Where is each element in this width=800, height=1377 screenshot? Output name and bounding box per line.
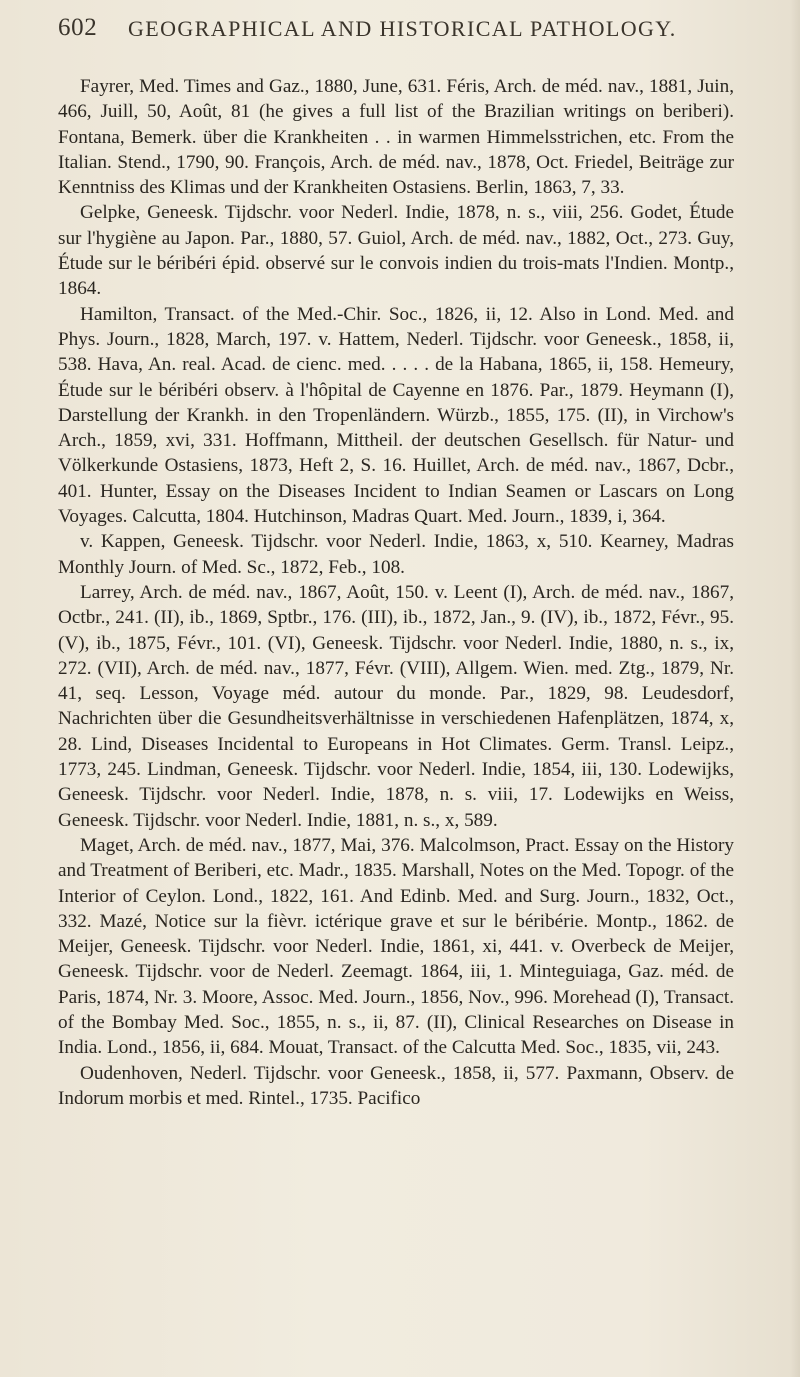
bibliography-paragraph-f: Fayrer, Med. Times and Gaz., 1880, June, 631. Féris, Arch. de méd. nav., 1881, Juin, 466, Juill, 50, Août, 81 (he gives a full list of the Brazilian writings on beriberi). Fontana, Bemerk. über die Krankheiten . . in warmen Himmelsstrichen, etc. From the Italian. Stend., 1790, 90. François, Arch. de méd. nav., 1878, Oct. Friedel, Beiträge zur Kenntniss des Klimas und der Krankheiten Ostasiens. Berlin, 1863, 7, 33. bbox=[58, 76, 734, 199]
running-title: GEOGRAPHICAL AND HISTORICAL PATHOLOGY. bbox=[128, 16, 677, 41]
page-edge-shadow bbox=[790, 0, 800, 1377]
bibliography-paragraph-k: v. Kappen, Geneesk. Tijdschr. voor Nederl. Indie, 1863, x, 510. Kearney, Madras Monthly Journ. of Med. Sc., 1872, Feb., 108. bbox=[58, 531, 734, 578]
bibliography-paragraph-o-p: Oudenhoven, Nederl. Tijdschr. voor Geneesk., 1858, ii, 577. Paxmann, Observ. de Indorum morbis et med. Rintel., 1735. Pacifico bbox=[58, 1062, 734, 1109]
bibliography-paragraph-h: Hamilton, Transact. of the Med.-Chir. Soc., 1826, ii, 12. Also in Lond. Med. and Phys. Journ., 1828, March, 197. v. Hattem, Nederl. Tijdschr. voor Geneesk., 1858, ii, 538. Hava, An. real. Acad. de cienc. med. . . . . de la Habana, 1865, ii, 158. Hemeury, Étude sur le béribéri observ. à l'hôpital de Cayenne en 1876. Par., 1879. Heymann (I), Darstellung der Krankh. in den Tropenländern. Würzb., 1855, 175. (II), in Virchow's Arch., 1859, xvi, 331. Hoffmann, Mittheil. der deutschen Gesellsch. für Natur- und Völkerkunde Ostasiens, 1873, Heft 2, S. 16. Huillet, Arch. de méd. nav., 1867, Dcbr., 401. Hunter, Essay on the Diseases Incident to Indian Seamen or Lascars on Long Voyages. Calcutta, 1804. Hutchinson, Madras Quart. Med. Journ., 1839, i, 364. bbox=[58, 303, 734, 528]
bibliography-paragraph-l: Larrey, Arch. de méd. nav., 1867, Août, 150. v. Leent (I), Arch. de méd. nav., 1867, Octbr., 241. (II), ib., 1869, Sptbr., 176. (III), ib., 1872, Jan., 9. (IV), ib., 1872, Févr., 95. (V), ib., 1875, Févr., 101. (VI), Geneesk. Tijdschr. voor Nederl. Indie, 1880, n. s., ix, 272. (VII), Arch. de méd. nav., 1877, Févr. (VIII), Allgem. Wien. med. Ztg., 1879, Nr. 41, seq. Lesson, Voyage méd. autour du monde. Par., 1829, 98. Leudesdorf, Nachrichten über die Gesundheitsverhältnisse in verschiedenen Hafenplätzen, 1874, x, 28. Lind, Diseases Incidental to Europeans in Hot Climates. Germ. Transl. Leipz., 1773, 245. Lindman, Geneesk. Tijdschr. voor Nederl. Indie, 1854, iii, 130. Lodewijks, Geneesk. Tijdschr. voor Nederl. Indie, 1878, n. s. viii, 17. Lodewijks en Weiss, Geneesk. Tijdschr. voor Nederl. Indie, 1881, n. s., x, 589. bbox=[58, 581, 734, 831]
bibliography-text bbox=[58, 62, 734, 1111]
running-head bbox=[58, 14, 740, 48]
bibliography-paragraph-m: Maget, Arch. de méd. nav., 1877, Mai, 376. Malcolmson, Pract. Essay on the History and Treatment of Beriberi, etc. Madr., 1835. Marshall, Notes on the Med. Topogr. of the Interior of Ceylon. Lond., 1822, 161. And Edinb. Med. and Surg. Journ., 1832, Oct., 332. Mazé, Notice sur la fièvr. ictérique grave et sur le béribérie. Montp., 1862. de Meijer, Geneesk. Tijdschr. voor Nederl. Indie, 1861, xi, 441. v. Overbeck de Meijer, Geneesk. Tijdschr. voor de Nederl. Zeemagt. 1864, iii, 1. Minteguiaga, Gaz. méd. de Paris, 1874, Nr. 3. Moore, Assoc. Med. Journ., 1856, Nov., 996. Morehead (I), Transact. of the Bombay Med. Soc., 1855, n. s., ii, 87. (II), Clinical Researches on Disease in India. Lond., 1856, ii, 684. Mouat, Transact. of the Calcutta Med. Soc., 1835, vii, 243. bbox=[58, 834, 734, 1059]
bibliography-paragraph-g: Gelpke, Geneesk. Tijdschr. voor Nederl. Indie, 1878, n. s., viii, 256. Godet, Étude sur l'hygiène au Japon. Par., 1880, 57. Guiol, Arch. de méd. nav., 1882, Oct., 273. Guy, Étude sur le béribéri épid. observé sur le convois indien du trois-mats l'Indien. Montp., 1864. bbox=[58, 202, 734, 300]
page-number: 602 bbox=[58, 14, 98, 41]
